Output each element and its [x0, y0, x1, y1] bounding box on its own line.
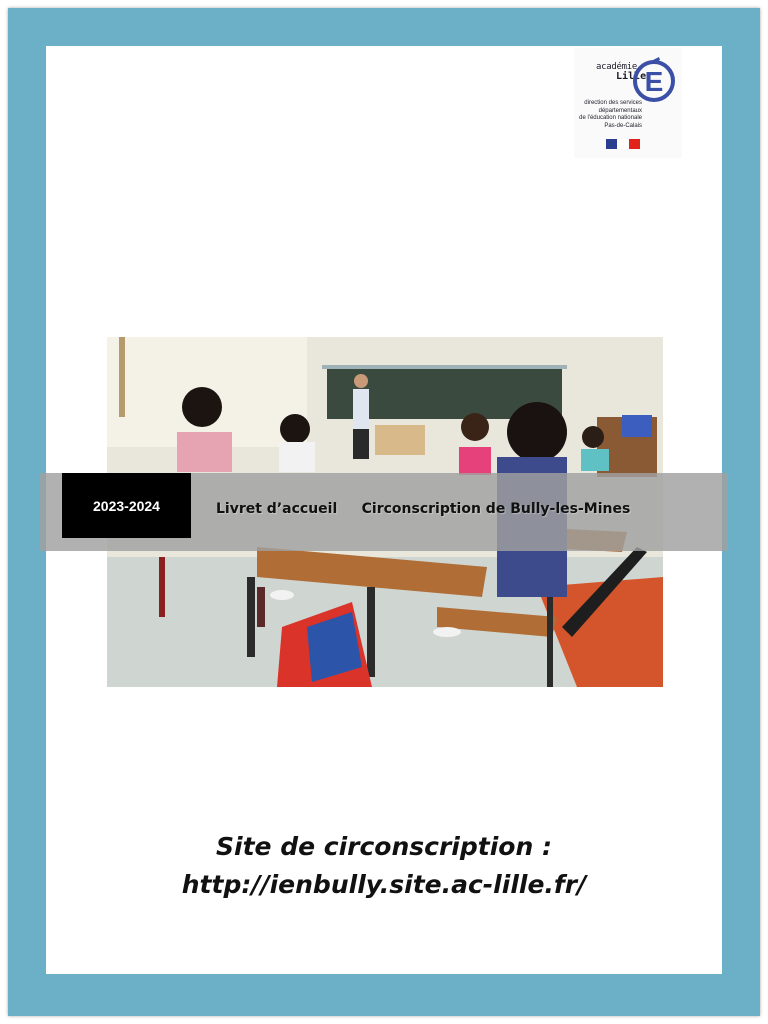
svg-text:E: E [644, 66, 664, 97]
academie-lille-logo [574, 48, 682, 158]
logo-line: de l'éducation nationale [579, 115, 642, 121]
logo-line: Pas-de-Calais [604, 122, 642, 129]
logo-line: direction des services [584, 100, 642, 106]
french-flag-icon [606, 139, 640, 149]
site-info [46, 828, 722, 904]
livret-title: Livret d’accueil [216, 501, 338, 517]
logo-lille-text: Lille [616, 71, 647, 82]
title-banner [40, 473, 728, 551]
logo-academie-text: académie [596, 62, 637, 72]
logo-e-emblem-icon [632, 56, 676, 102]
site-url-link[interactable]: http://ienbully.site.ac-lille.fr/ [181, 870, 587, 899]
school-year-badge: 2023-2024 [62, 473, 191, 538]
logo-line: départementaux [598, 107, 642, 114]
flag-band-blue [606, 139, 617, 149]
site-label: Site de circonscription : [216, 832, 552, 861]
flag-band-white [617, 139, 628, 149]
circonscription-title: Circonscription de Bully-les-Mines [361, 501, 631, 517]
logo-direction-text [562, 100, 642, 130]
flag-band-red [629, 139, 640, 149]
banner-title [216, 501, 630, 517]
